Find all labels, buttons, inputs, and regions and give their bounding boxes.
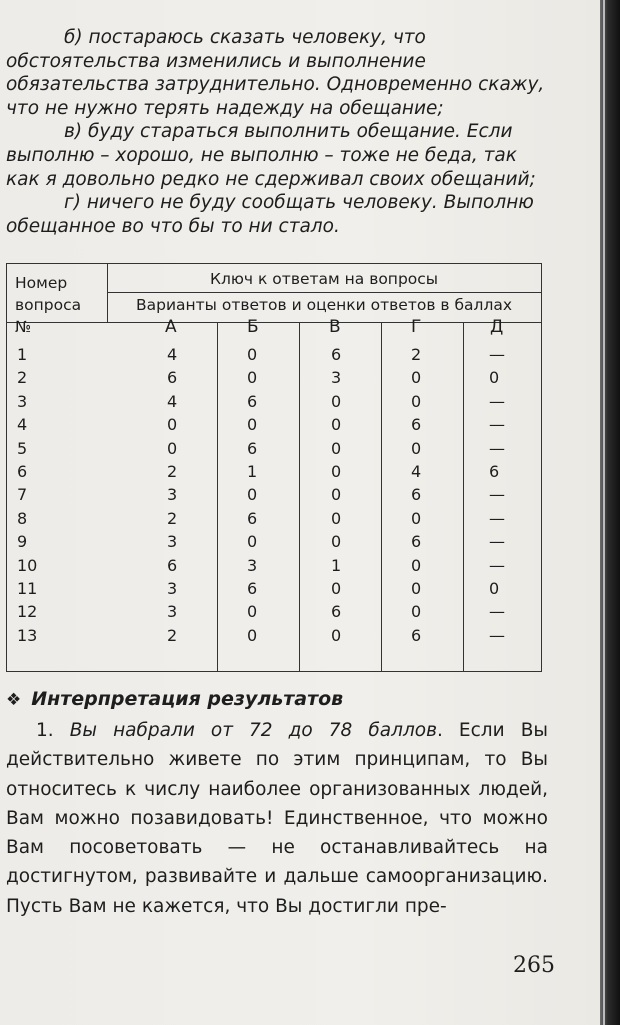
header-answer-key: Ключ к ответам на вопросы <box>209 270 439 288</box>
score-cell: 3 <box>247 555 258 575</box>
score-cell: 0 <box>167 415 178 435</box>
question-number-cell: 1 <box>17 345 28 364</box>
score-cell: 3 <box>167 532 178 552</box>
option-g: г) ничего не буду сообщать человеку. Выполню обещанное во что бы то ни стало. <box>6 192 534 237</box>
question-number-cell: 10 <box>17 555 38 575</box>
column-header-g: Г <box>411 317 422 337</box>
score-cell: — <box>489 391 505 411</box>
score-cell: 4 <box>411 462 422 481</box>
option-b: б) постараюсь сказать человеку, что обстоятельства изменились и выполнение обязательства затруднительно. Одновременно скажу, что не нужно терять надежду на обещание; <box>6 27 545 119</box>
option-v: в) буду стараться выполнить обещание. Если выполню – хорошо, не выполню – тоже не беда, так как я довольно редко не сдерживал своих обещаний; <box>6 121 536 190</box>
question-number-cell: 8 <box>17 508 28 528</box>
question-number-cell: 11 <box>17 579 38 598</box>
score-cell: 6 <box>247 579 258 598</box>
score-cell: 6 <box>167 555 178 575</box>
question-number-cell: 9 <box>17 532 28 552</box>
score-cell: 2 <box>167 625 178 645</box>
score-cell: 6 <box>167 368 178 388</box>
score-cell: 3 <box>167 485 178 505</box>
score-cell: 2 <box>411 345 422 364</box>
score-cell: 6 <box>247 391 258 411</box>
page-number: 265 <box>513 953 555 978</box>
column-header-a: А <box>165 317 177 337</box>
score-cell: 2 <box>167 508 178 528</box>
score-range: Вы набрали от 72 до 78 баллов <box>69 720 437 741</box>
score-cell: 0 <box>331 462 342 481</box>
score-cell: 3 <box>167 602 178 622</box>
column-header-d: Д <box>490 317 504 337</box>
score-cell: 1 <box>247 462 258 481</box>
score-cell: 0 <box>411 438 422 458</box>
score-cell: 6 <box>331 345 342 364</box>
score-cell: 4 <box>167 345 178 364</box>
question-number-cell: 4 <box>17 415 28 435</box>
score-cell: 4 <box>167 391 178 411</box>
score-cell: 0 <box>489 368 500 388</box>
score-cell: 0 <box>247 532 258 552</box>
score-cell: 6 <box>489 462 500 481</box>
score-cell: 0 <box>411 555 422 575</box>
header-answer-variants: Варианты ответов и оценки ответов в баллах <box>135 296 513 314</box>
question-number-cell: 13 <box>17 625 38 645</box>
score-cell: 0 <box>331 485 342 505</box>
score-cell: 0 <box>489 579 500 598</box>
score-cell: 0 <box>247 368 258 388</box>
score-cell: 6 <box>411 485 422 505</box>
score-cell: — <box>489 438 505 458</box>
score-cell: — <box>489 345 505 364</box>
header-question-number: Номер вопроса № <box>15 274 82 336</box>
score-cell: 0 <box>247 485 258 505</box>
score-cell: 2 <box>167 462 178 481</box>
score-cell: — <box>489 555 505 575</box>
score-cell: 1 <box>331 555 342 575</box>
score-cell: — <box>489 508 505 528</box>
score-cell: 0 <box>331 415 342 435</box>
score-cell: — <box>489 485 505 505</box>
score-cell: 0 <box>331 579 342 598</box>
score-cell: 6 <box>247 508 258 528</box>
score-cell: 0 <box>411 368 422 388</box>
score-cell: 3 <box>167 579 178 598</box>
score-cell: 6 <box>331 602 342 622</box>
column-header-b: Б <box>247 317 259 337</box>
table-rule <box>217 322 218 671</box>
score-cell: 0 <box>247 602 258 622</box>
score-cell: 0 <box>331 508 342 528</box>
score-cell: 0 <box>167 438 178 458</box>
question-number-cell: 2 <box>17 368 28 388</box>
question-number-cell: 7 <box>17 485 28 505</box>
question-number-cell: 5 <box>17 438 28 458</box>
interpretation-body: . Если Вы действительно живете по этим принципам, то Вы относитесь к числу наиболее организованных людей, Вам можно позавидовать! Единственное, что можно Вам посоветовать — не останавливайтесь на достигнутом, развивайте и дальше самоорганизацию. Пусть Вам не кажется, что Вы достигли пре- <box>6 720 548 917</box>
interpretation-paragraph <box>6 716 548 921</box>
question-number-cell: 6 <box>17 462 28 481</box>
score-cell: 0 <box>247 625 258 645</box>
section-heading <box>6 688 343 710</box>
score-cell: 6 <box>411 415 422 435</box>
score-cell: 0 <box>247 415 258 435</box>
score-cell: 0 <box>411 391 422 411</box>
score-cell: 6 <box>411 532 422 552</box>
spine-edge <box>603 0 605 1025</box>
interpretation-text <box>6 716 548 921</box>
score-cell: 6 <box>411 625 422 645</box>
score-cell: 0 <box>247 345 258 364</box>
score-cell: 0 <box>331 391 342 411</box>
score-cell: 3 <box>331 368 342 388</box>
score-cell: 0 <box>331 532 342 552</box>
score-cell: — <box>489 602 505 622</box>
column-header-v: В <box>329 317 341 337</box>
question-number-cell: 12 <box>17 602 38 622</box>
item-number: 1. <box>36 720 54 741</box>
score-cell: 0 <box>411 508 422 528</box>
score-cell: 0 <box>411 579 422 598</box>
score-cell: 0 <box>331 625 342 645</box>
score-cell: — <box>489 625 505 645</box>
score-cell: 6 <box>247 438 258 458</box>
section-heading-text: Интерпретация результатов <box>31 688 344 710</box>
score-cell: — <box>489 415 505 435</box>
table-rule <box>463 322 464 671</box>
answer-key-table <box>6 263 542 672</box>
table-rule <box>299 322 300 671</box>
answer-options <box>6 26 546 238</box>
table-rule <box>107 292 541 293</box>
diamond-bullet-icon: ❖ <box>6 690 22 710</box>
question-number-cell: 3 <box>17 391 28 411</box>
score-cell: 0 <box>331 438 342 458</box>
score-cell: — <box>489 532 505 552</box>
score-cell: 0 <box>411 602 422 622</box>
table-rule <box>381 322 382 671</box>
